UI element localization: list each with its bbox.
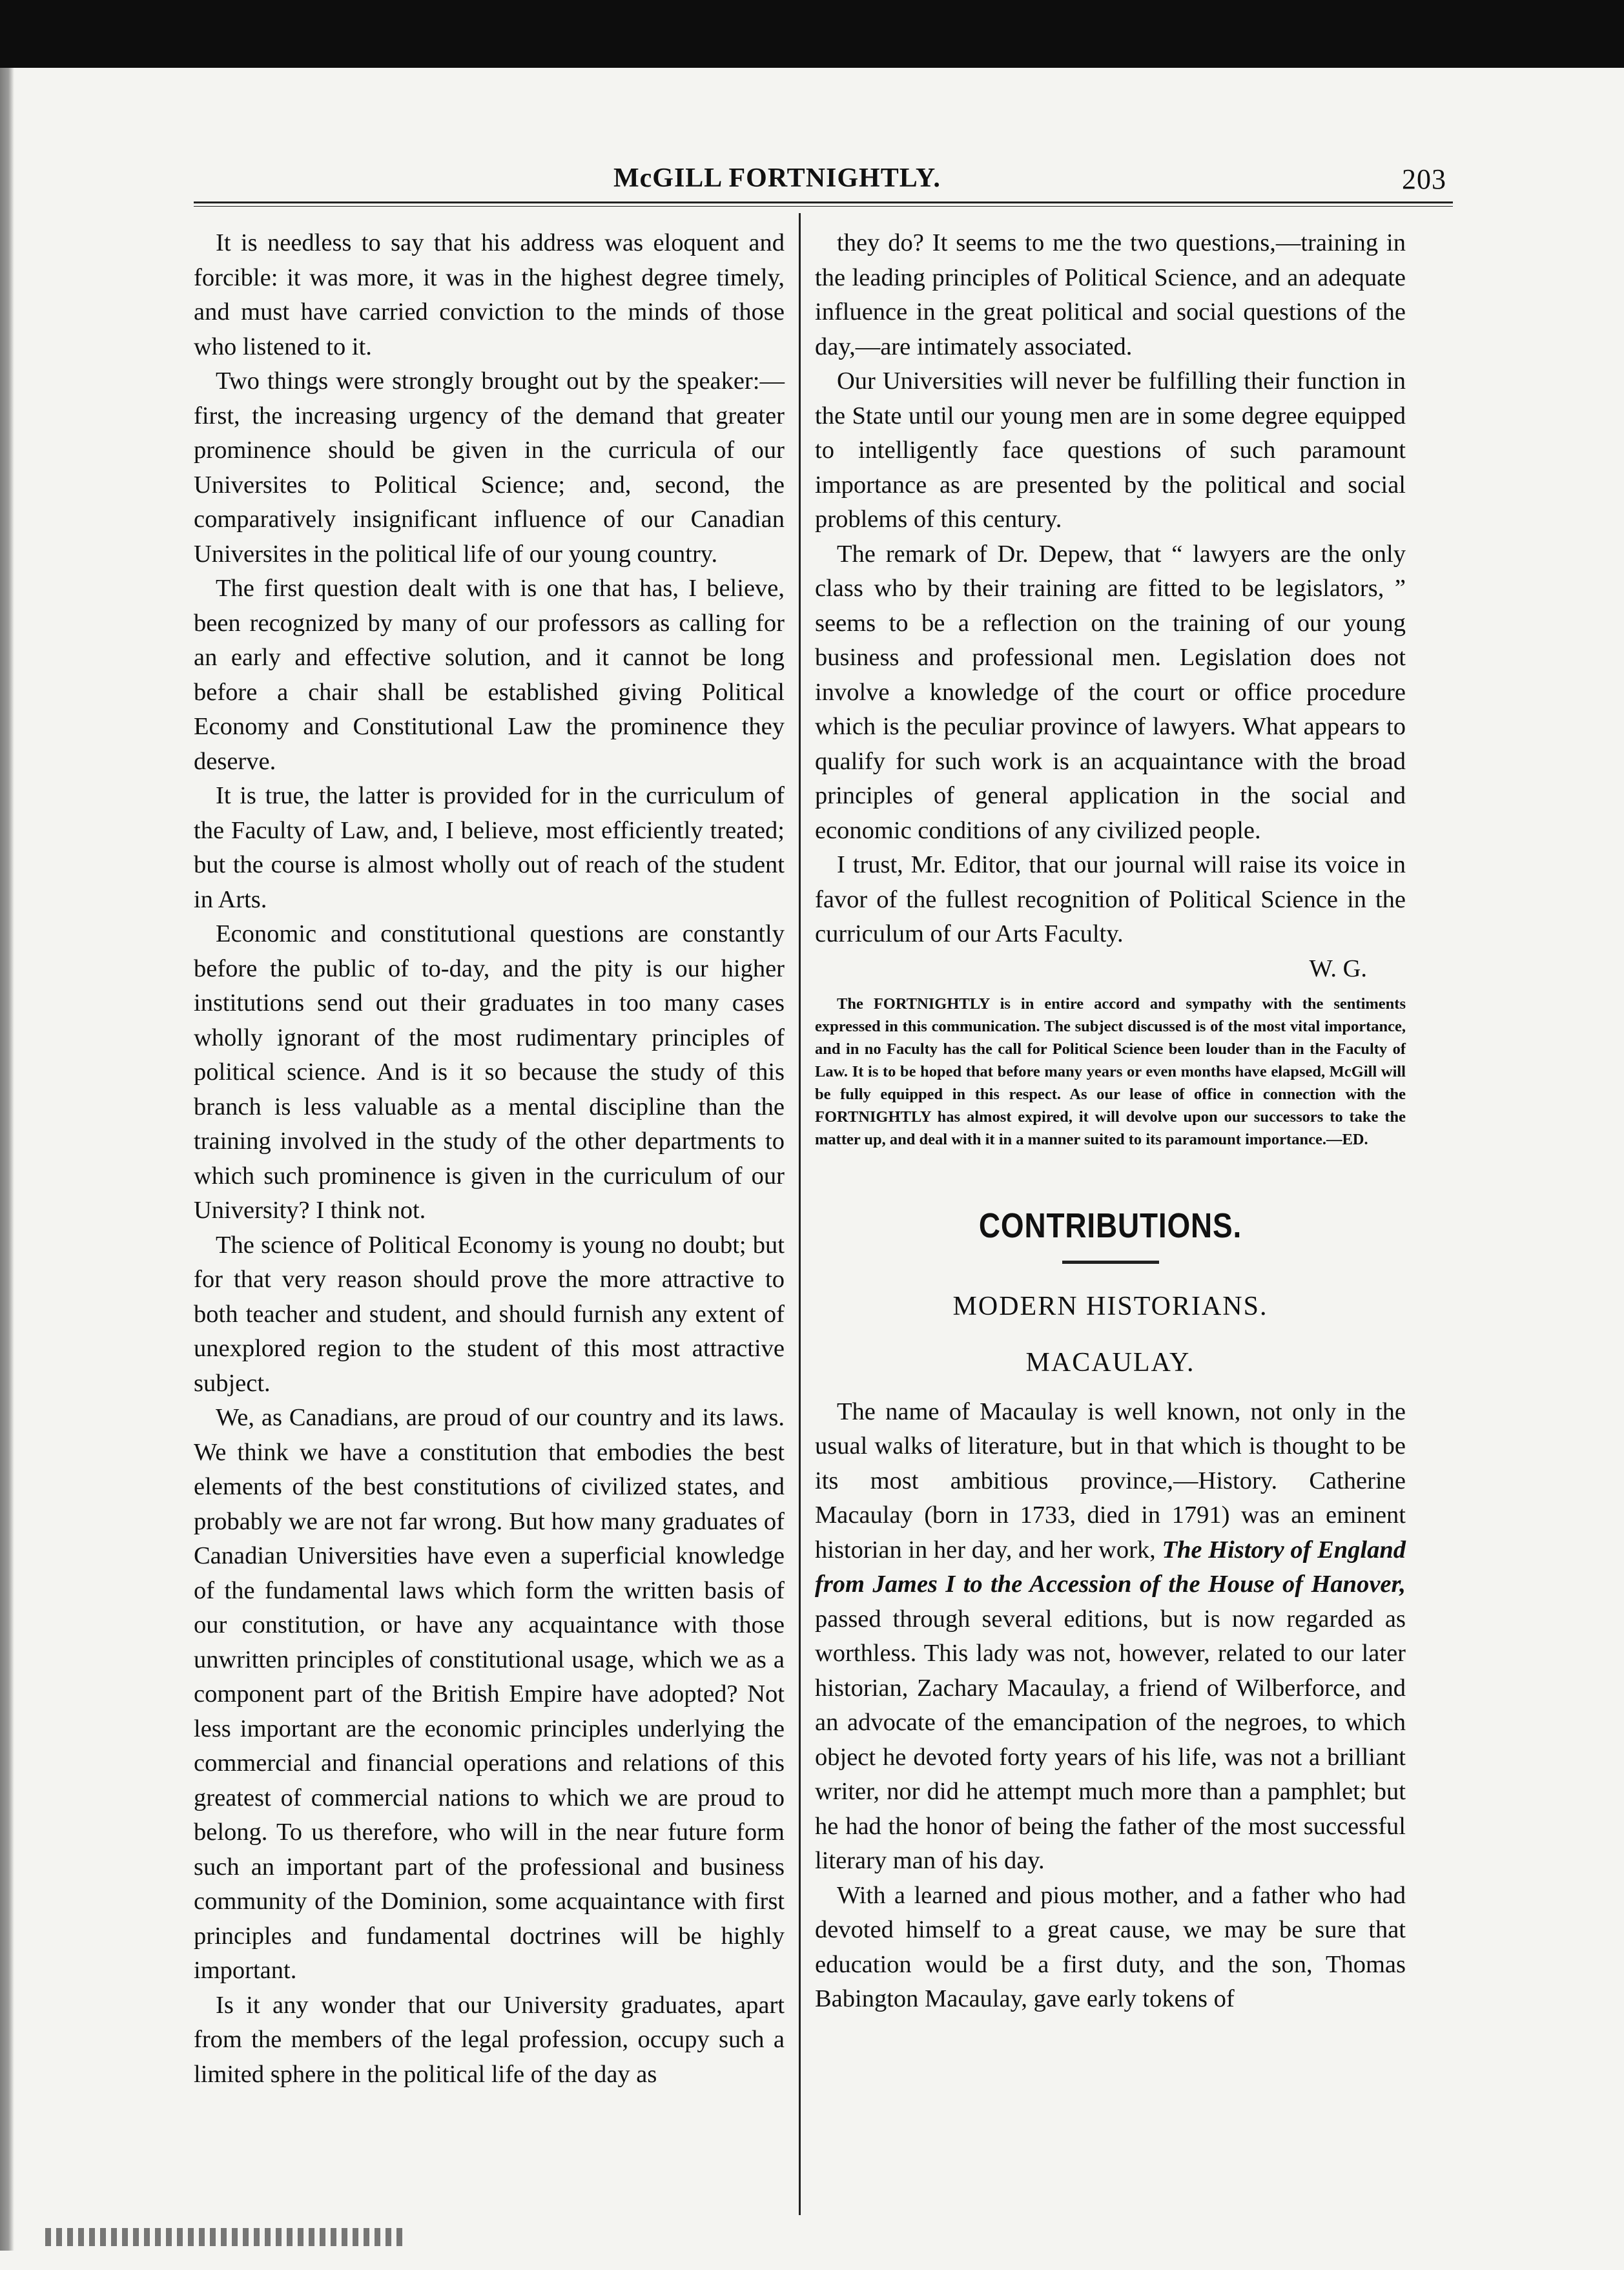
column-divider: [799, 213, 801, 2215]
paragraph: Two things were strongly brought out by the speaker:—first, the increasing urgency of the demand that greater prominence should be given in the curricula of our Universites to Political Science; and, second, the comparatively insignificant influence of our Canadian Universites in the political life of our young country.: [194, 367, 785, 568]
paragraph: [815, 1395, 1406, 1879]
paragraph: We, as Canadians, are proud of our country and its laws. We think we have a constitution that embodies the best elements of the best constitutions of civilized states, and probably we are not far wrong. But how many graduates of Canadian Universities have even a superficial knowledge of the fundamental laws which form the written basis of our constitution, or have any acquaintance with those unwritten principles of constitutional usage, which we as a component part of the British Empire have adopted? Not less important are the economic principles underlying the commercial and financial operations and relations of this greatest of commercial nations to which we are proud to belong. To us therefore, who will in the near future form such an important part of the professional and business community of the Dominion, some acquaintance with first principles and fundamental doctrines will be highly important.: [194, 1404, 785, 1984]
paragraph: they do? It seems to me the two questions,—training in the leading principles of Political Science, and an adequate influence in the great political and social questions of the day,—are intimately associated.: [815, 229, 1406, 360]
running-head: [194, 163, 1472, 201]
paragraph: It is needless to say that his address was eloquent and forcible: it was more, it was in the highest degree timely, and must have carried conviction to the minds of those who listened to it.: [194, 229, 785, 360]
article-title: MACAULAY.: [1025, 1348, 1195, 1377]
heading-rule: [1062, 1261, 1159, 1264]
editor-note: The FORTNIGHTLY is in entire accord and sympathy with the sentiments expressed in this communication. The subject discussed is of the most vital importance, and in no Faculty has the call for Political Science been louder than in the Faculty of Law. It is to be hoped that before many years or even months have elapsed, McGill will be fully equipped in this respect. As our lease of office in connection with the FORTNIGHTLY has almost expired, it will devolve upon our successors to take the matter up, and deal with it in a manner suited to its paramount importance.—ED.: [815, 995, 1406, 1148]
paragraph: The first question dealt with is one that has, I believe, been recognized by many of our professors as calling for an early and effective solution, and it cannot be long before a chair shall be established giving Political Economy and Constitutional Law the prominence they deserve.: [194, 575, 785, 775]
scan-bottom-smudge: [45, 2228, 407, 2246]
right-column: [815, 226, 1406, 2017]
page-number: 203: [1402, 163, 1446, 195]
left-column: [194, 226, 785, 2092]
paragraph: Economic and constitutional questions are constantly before the public of to-day, and the pity is our higher institutions send out their graduates in too many cases wholly ignorant of the most rudimentary principles of political science. And is it so because the study of this branch is less valuable as a mental discipline than the training involved in the study of the other departments to which such prominence is given in the curriculum of our University? I think not.: [194, 920, 785, 1224]
book-title: The History of England from James I to the Accession of the House of Hanover,: [815, 1536, 1406, 1598]
paragraph: The remark of Dr. Depew, that “ lawyers are the only class who by their training are fitted to be legislators, ” seems to be a reflection on the training of our young business and professional men. Legislation does not involve a knowledge of the court or office procedure which is the peculiar province of lawyers. What appears to qualify for such work is an acquaintance with the broad principles of general application in the social and economic conditions of any civilized people.: [815, 540, 1406, 844]
paragraph: With a learned and pious mother, and a father who had devoted himself to a great cause, we may be sure that education would be a first duty, and the son, Thomas Babington Macaulay, gave early tokens of: [815, 1881, 1406, 2012]
paragraph-text: The name of Macaulay is well known, not only in the usual walks of literature, but in that which is thought to be its most ambitious province,—History. Catherine Macaulay (born in 1733, died in 1791) was an eminent historian in her day, and her work,: [815, 1398, 1406, 1563]
paragraph-text: passed through several editions, but is now regarded as worthless. This lady was not, however, related to our later historian, Zachary Macaulay, a friend of Wilberforce, and an advocate of the emancipation of the negroes, to which object he devoted forty years of his life, was not a brilliant writer, nor did he attempt much more than a pamphlet; but he had the honor of being the father of the most successful literary man of his day.: [815, 1605, 1406, 1874]
paragraph: It is true, the latter is provided for in the curriculum of the Faculty of Law, and, I believe, most efficiently treated; but the course is almost wholly out of reach of the student in Arts.: [194, 782, 785, 913]
paragraph: Is it any wonder that our University graduates, apart from the members of the legal profession, occupy such a limited sphere in the political life of the day as: [194, 1991, 785, 2088]
section-heading: CONTRIBUTIONS.: [978, 1206, 1242, 1245]
paragraph: The science of Political Economy is young no doubt; but for that very reason should prove the more attractive to both teacher and student, and should furnish any extent of unexplored region to the student of this most attractive subject.: [194, 1231, 785, 1397]
header-rule: [194, 201, 1453, 207]
article-subheading: MODERN HISTORIANS.: [952, 1291, 1268, 1321]
scan-top-border: [0, 0, 1624, 68]
paragraph: I trust, Mr. Editor, that our journal will raise its voice in favor of the fullest recognition of Political Science in the curriculum of our Arts Faculty.: [815, 851, 1406, 947]
scan-left-edge: [0, 68, 14, 2251]
paragraph: Our Universities will never be fulfilling their function in the State until our young men are in some degree equipped to intelligently face questions of such paramount importance as are presented by the political and social problems of this century.: [815, 367, 1406, 533]
letter-signature: W. G.: [1309, 954, 1367, 982]
journal-title: McGILL FORTNIGHTLY.: [613, 163, 941, 193]
